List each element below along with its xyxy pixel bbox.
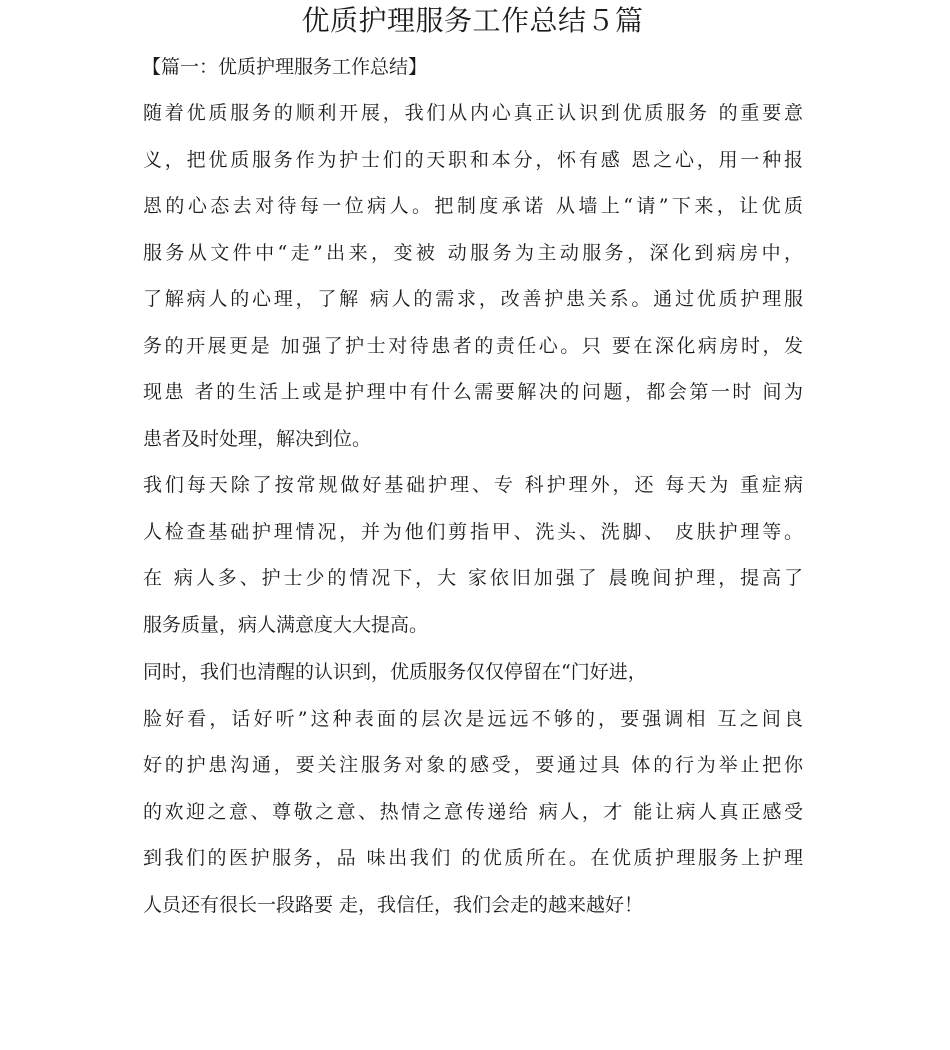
text-line: 服务从文件中“走”出来，变被 动服务为主动服务，深化到病房中， bbox=[143, 241, 803, 264]
text-line: 义，把优质服务作为护士们的天职和本分，怀有感 恩之心，用一种报 bbox=[143, 148, 803, 171]
text-line: 随着优质服务的顺利开展，我们从内心真正认识到优质服务 的重要意 bbox=[143, 102, 803, 124]
text-line: 脸好看，话好听”这种表面的层次是远远不够的，要强调相 互之间良 bbox=[143, 707, 803, 730]
text-line: 务的开展更是 加强了护士对待患者的责任心。只 要在深化病房时，发 bbox=[143, 334, 803, 357]
section-heading: 【篇一：优质护理服务工作总结】 bbox=[142, 56, 428, 78]
text-line: 患者及时处理，解决到位。 bbox=[143, 427, 372, 450]
text-line: 好的护患沟通，要关注服务对象的感受，要通过具 体的行为举止把你 bbox=[143, 754, 803, 776]
text-line: 服务质量，病人满意度大大提高。 bbox=[143, 613, 429, 636]
document-title: 优质护理服务工作总结５篇 bbox=[301, 4, 644, 37]
text-line: 的欢迎之意、尊敬之意、热情之意传递给 病人，才 能让病人真正感受 bbox=[143, 800, 803, 823]
paragraph-1 bbox=[143, 98, 803, 470]
paragraph-3 bbox=[143, 657, 803, 936]
text-line: 到我们的医护服务，品 味出我们 的优质所在。在优质护理服务上护理 bbox=[143, 847, 803, 869]
text-line: 恩的心态去对待每一位病人。把制度承诺 从墙上“请”下来，让优质 bbox=[143, 195, 803, 217]
text-line: 现患 者的生活上或是护理中有什么需要解决的问题，都会第一时 间为 bbox=[143, 381, 803, 403]
text-line: 同时，我们也清醒的认识到，优质服务仅仅停留在“门好进， bbox=[143, 661, 647, 683]
text-line: 我们每天除了按常规做好基础护理、专 科护理外，还 每天为 重症病 bbox=[143, 474, 803, 496]
text-line: 人员还有很长一段路要 走，我信任，我们会走的越来越好！ bbox=[143, 893, 644, 916]
text-line: 在 病人多、护士少的情况下，大 家依旧加强了 晨晚间护理，提高了 bbox=[143, 567, 803, 589]
text-line: 人检查基础护理情况，并为他们剪指甲、洗头、洗脚、 皮肤护理等。 bbox=[143, 520, 803, 543]
paragraph-2 bbox=[143, 470, 803, 656]
text-line: 了解病人的心理，了解 病人的需求，改善护患关系。通过优质护理服 bbox=[143, 288, 803, 310]
